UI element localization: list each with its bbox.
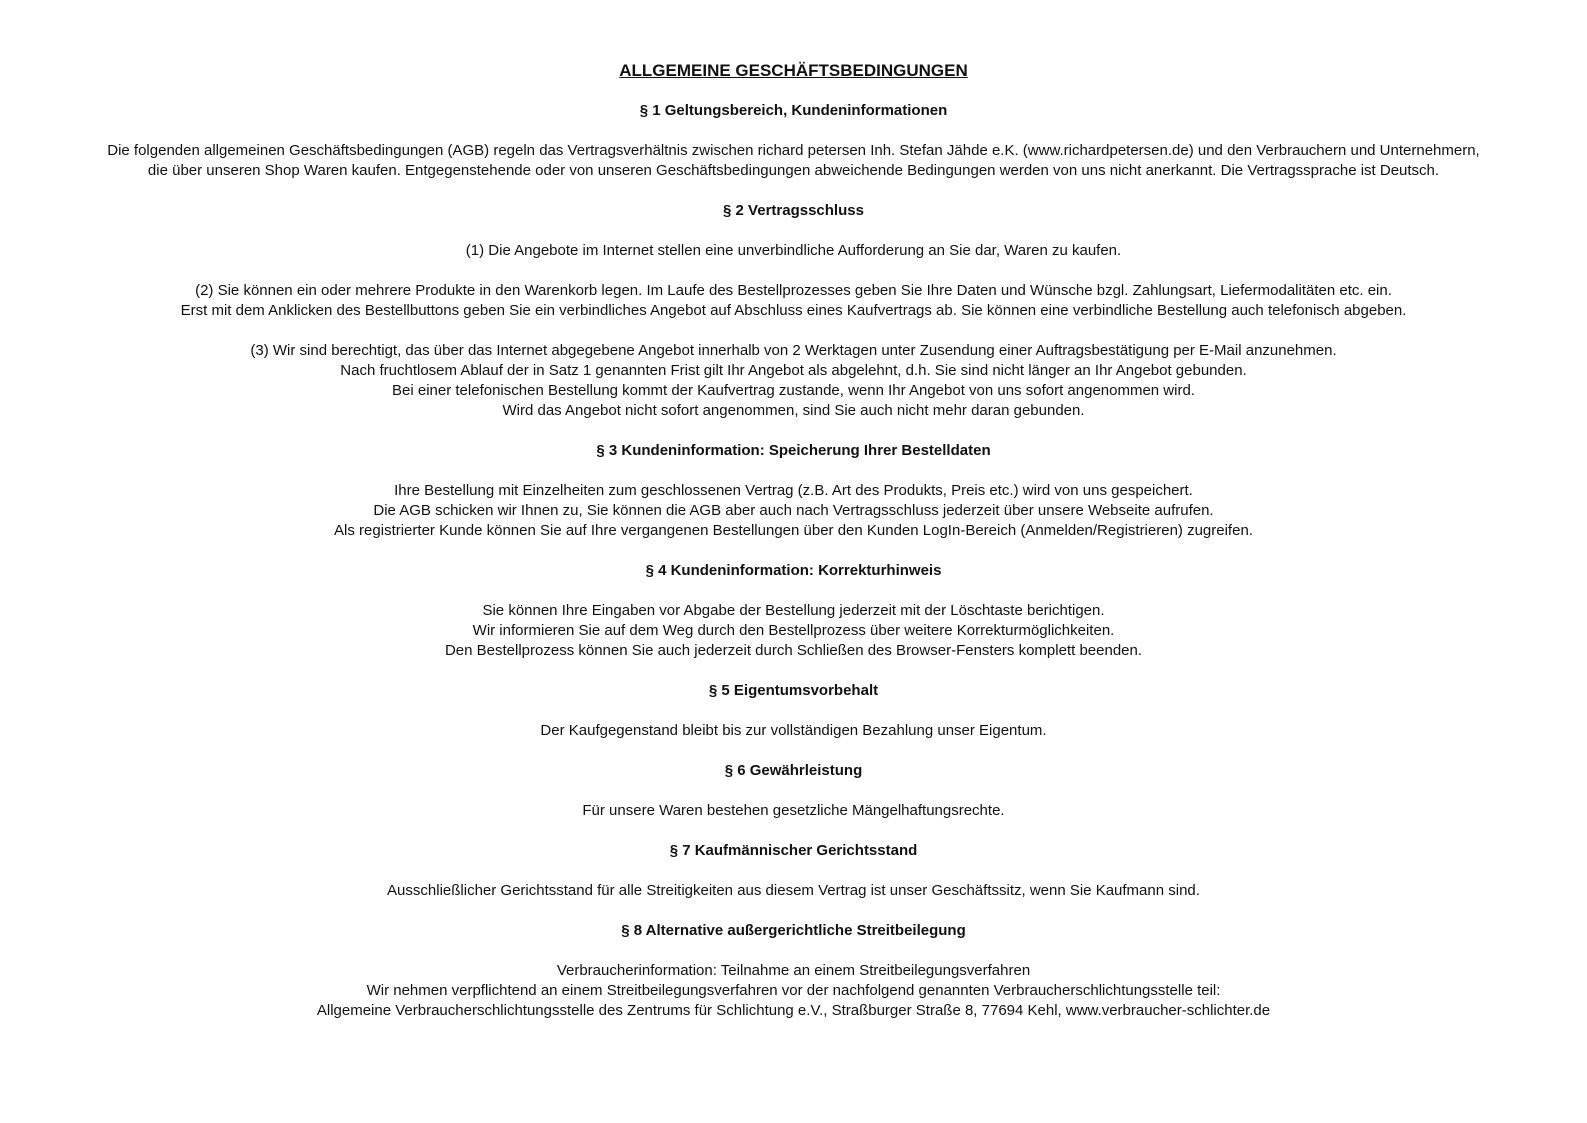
paragraph-line: Wird das Angebot nicht sofort angenommen, sind Sie auch nicht mehr daran gebunden. <box>502 402 1085 419</box>
section-2 <box>0 201 1587 421</box>
paragraph-line: Wir nehmen verpflichtend an einem Streitbeilegungsverfahren vor der nachfolgend genannten Verbraucherschlichtungsstelle teil: <box>366 982 1221 999</box>
paragraph-line: Für unsere Waren bestehen gesetzliche Mängelhaftungsrechte. <box>582 802 1005 819</box>
section-heading: § 6 Gewährleistung <box>724 762 863 779</box>
section-6 <box>0 761 1587 821</box>
paragraph-line: Sie können Ihre Eingaben vor Abgabe der Bestellung jederzeit mit der Löschtaste berichtigen. <box>482 602 1105 619</box>
paragraph-line: (1) Die Angebote im Internet stellen eine unverbindliche Aufforderung an Sie dar, Waren zu kaufen. <box>465 242 1122 259</box>
paragraph-line: Der Kaufgegenstand bleibt bis zur vollständigen Bezahlung unser Eigentum. <box>540 722 1047 739</box>
section-heading: § 4 Kundeninformation: Korrekturhinweis <box>645 562 942 579</box>
paragraph <box>0 881 1587 901</box>
section-1 <box>0 101 1587 181</box>
paragraph-line: Als registrierter Kunde können Sie auf Ihre vergangenen Bestellungen über den Kunden LogIn-Bereich (Anmelden/Registrieren) zugreifen. <box>334 522 1253 539</box>
section-3 <box>0 441 1587 541</box>
paragraph <box>0 281 1587 321</box>
section-4 <box>0 561 1587 661</box>
paragraph-line: Ausschließlicher Gerichtsstand für alle Streitigkeiten aus diesem Vertrag ist unser Geschäftssitz, wenn Sie Kaufmann sind. <box>387 882 1200 899</box>
section-5 <box>0 681 1587 741</box>
paragraph <box>0 601 1587 661</box>
paragraph <box>0 241 1587 261</box>
paragraph <box>0 961 1587 1021</box>
section-heading: § 3 Kundeninformation: Speicherung Ihrer Bestelldaten <box>596 442 991 459</box>
section-heading: § 8 Alternative außergerichtliche Streitbeilegung <box>621 922 966 939</box>
section-heading: § 7 Kaufmännischer Gerichtsstand <box>669 842 918 859</box>
paragraph-line: (2) Sie können ein oder mehrere Produkte in den Warenkorb legen. Im Laufe des Bestellprozesses geben Sie Ihre Daten und Wünsche bzgl. Zahlungsart, Liefermodalitäten etc. ein. <box>195 282 1392 299</box>
paragraph-line: Die folgenden allgemeinen Geschäftsbedingungen (AGB) regeln das Vertragsverhältnis zwischen richard petersen Inh. Stefan Jähde e.K. (www.richardpetersen.de) und den Verbrauchern und Unternehmern, <box>107 142 1480 159</box>
paragraph-line: die über unseren Shop Waren kaufen. Entgegenstehende oder von unseren Geschäftsbedingungen abweichende Bedingungen werden von uns nicht anerkannt. Die Vertragssprache ist Deutsch. <box>147 162 1440 179</box>
section-8 <box>0 921 1587 1021</box>
paragraph <box>0 341 1587 421</box>
paragraph-line: Erst mit dem Anklicken des Bestellbuttons geben Sie ein verbindliches Angebot auf Abschluss eines Kaufvertrags ab. Sie können eine verbindliche Bestellung auch telefonisch abgeben. <box>180 302 1407 319</box>
paragraph-line: Bei einer telefonischen Bestellung kommt der Kaufvertrag zustande, wenn Ihr Angebot von uns sofort angenommen wird. <box>392 382 1195 399</box>
paragraph-line: Allgemeine Verbraucherschlichtungsstelle des Zentrums für Schlichtung e.V., Straßburger Straße 8, 77694 Kehl, www.verbraucher-schlichter.de <box>316 1002 1271 1019</box>
section-heading: § 5 Eigentumsvorbehalt <box>708 682 879 699</box>
paragraph <box>0 141 1587 181</box>
section-heading: § 2 Vertragsschluss <box>723 202 864 219</box>
paragraph <box>0 481 1587 541</box>
paragraph-line: (3) Wir sind berechtigt, das über das Internet abgegebene Angebot innerhalb von 2 Werktagen unter Zusendung einer Auftragsbestätigung per E-Mail anzunehmen. <box>250 342 1337 359</box>
section-7 <box>0 841 1587 901</box>
paragraph-line: Den Bestellprozess können Sie auch jederzeit durch Schließen des Browser-Fensters komplett beenden. <box>444 642 1143 659</box>
paragraph <box>0 801 1587 821</box>
paragraph-line: Ihre Bestellung mit Einzelheiten zum geschlossenen Vertrag (z.B. Art des Produkts, Preis etc.) wird von uns gespeichert. <box>394 482 1193 499</box>
paragraph-line: Die AGB schicken wir Ihnen zu, Sie können die AGB aber auch nach Vertragsschluss jederzeit über unsere Webseite aufrufen. <box>373 502 1214 519</box>
paragraph <box>0 721 1587 741</box>
paragraph-line: Nach fruchtlosem Ablauf der in Satz 1 genannten Frist gilt Ihr Angebot als abgelehnt, d.h. Sie sind nicht länger an Ihr Angebot gebunden. <box>340 362 1247 379</box>
document-title: ALLGEMEINE GESCHÄFTSBEDINGUNGEN <box>619 61 968 80</box>
paragraph-line: Wir informieren Sie auf dem Weg durch den Bestellprozess über weitere Korrekturmöglichkeiten. <box>472 622 1115 639</box>
paragraph-line: Verbraucherinformation: Teilnahme an einem Streitbeilegungsverfahren <box>556 962 1031 979</box>
section-heading: § 1 Geltungsbereich, Kundeninformationen <box>639 102 948 119</box>
